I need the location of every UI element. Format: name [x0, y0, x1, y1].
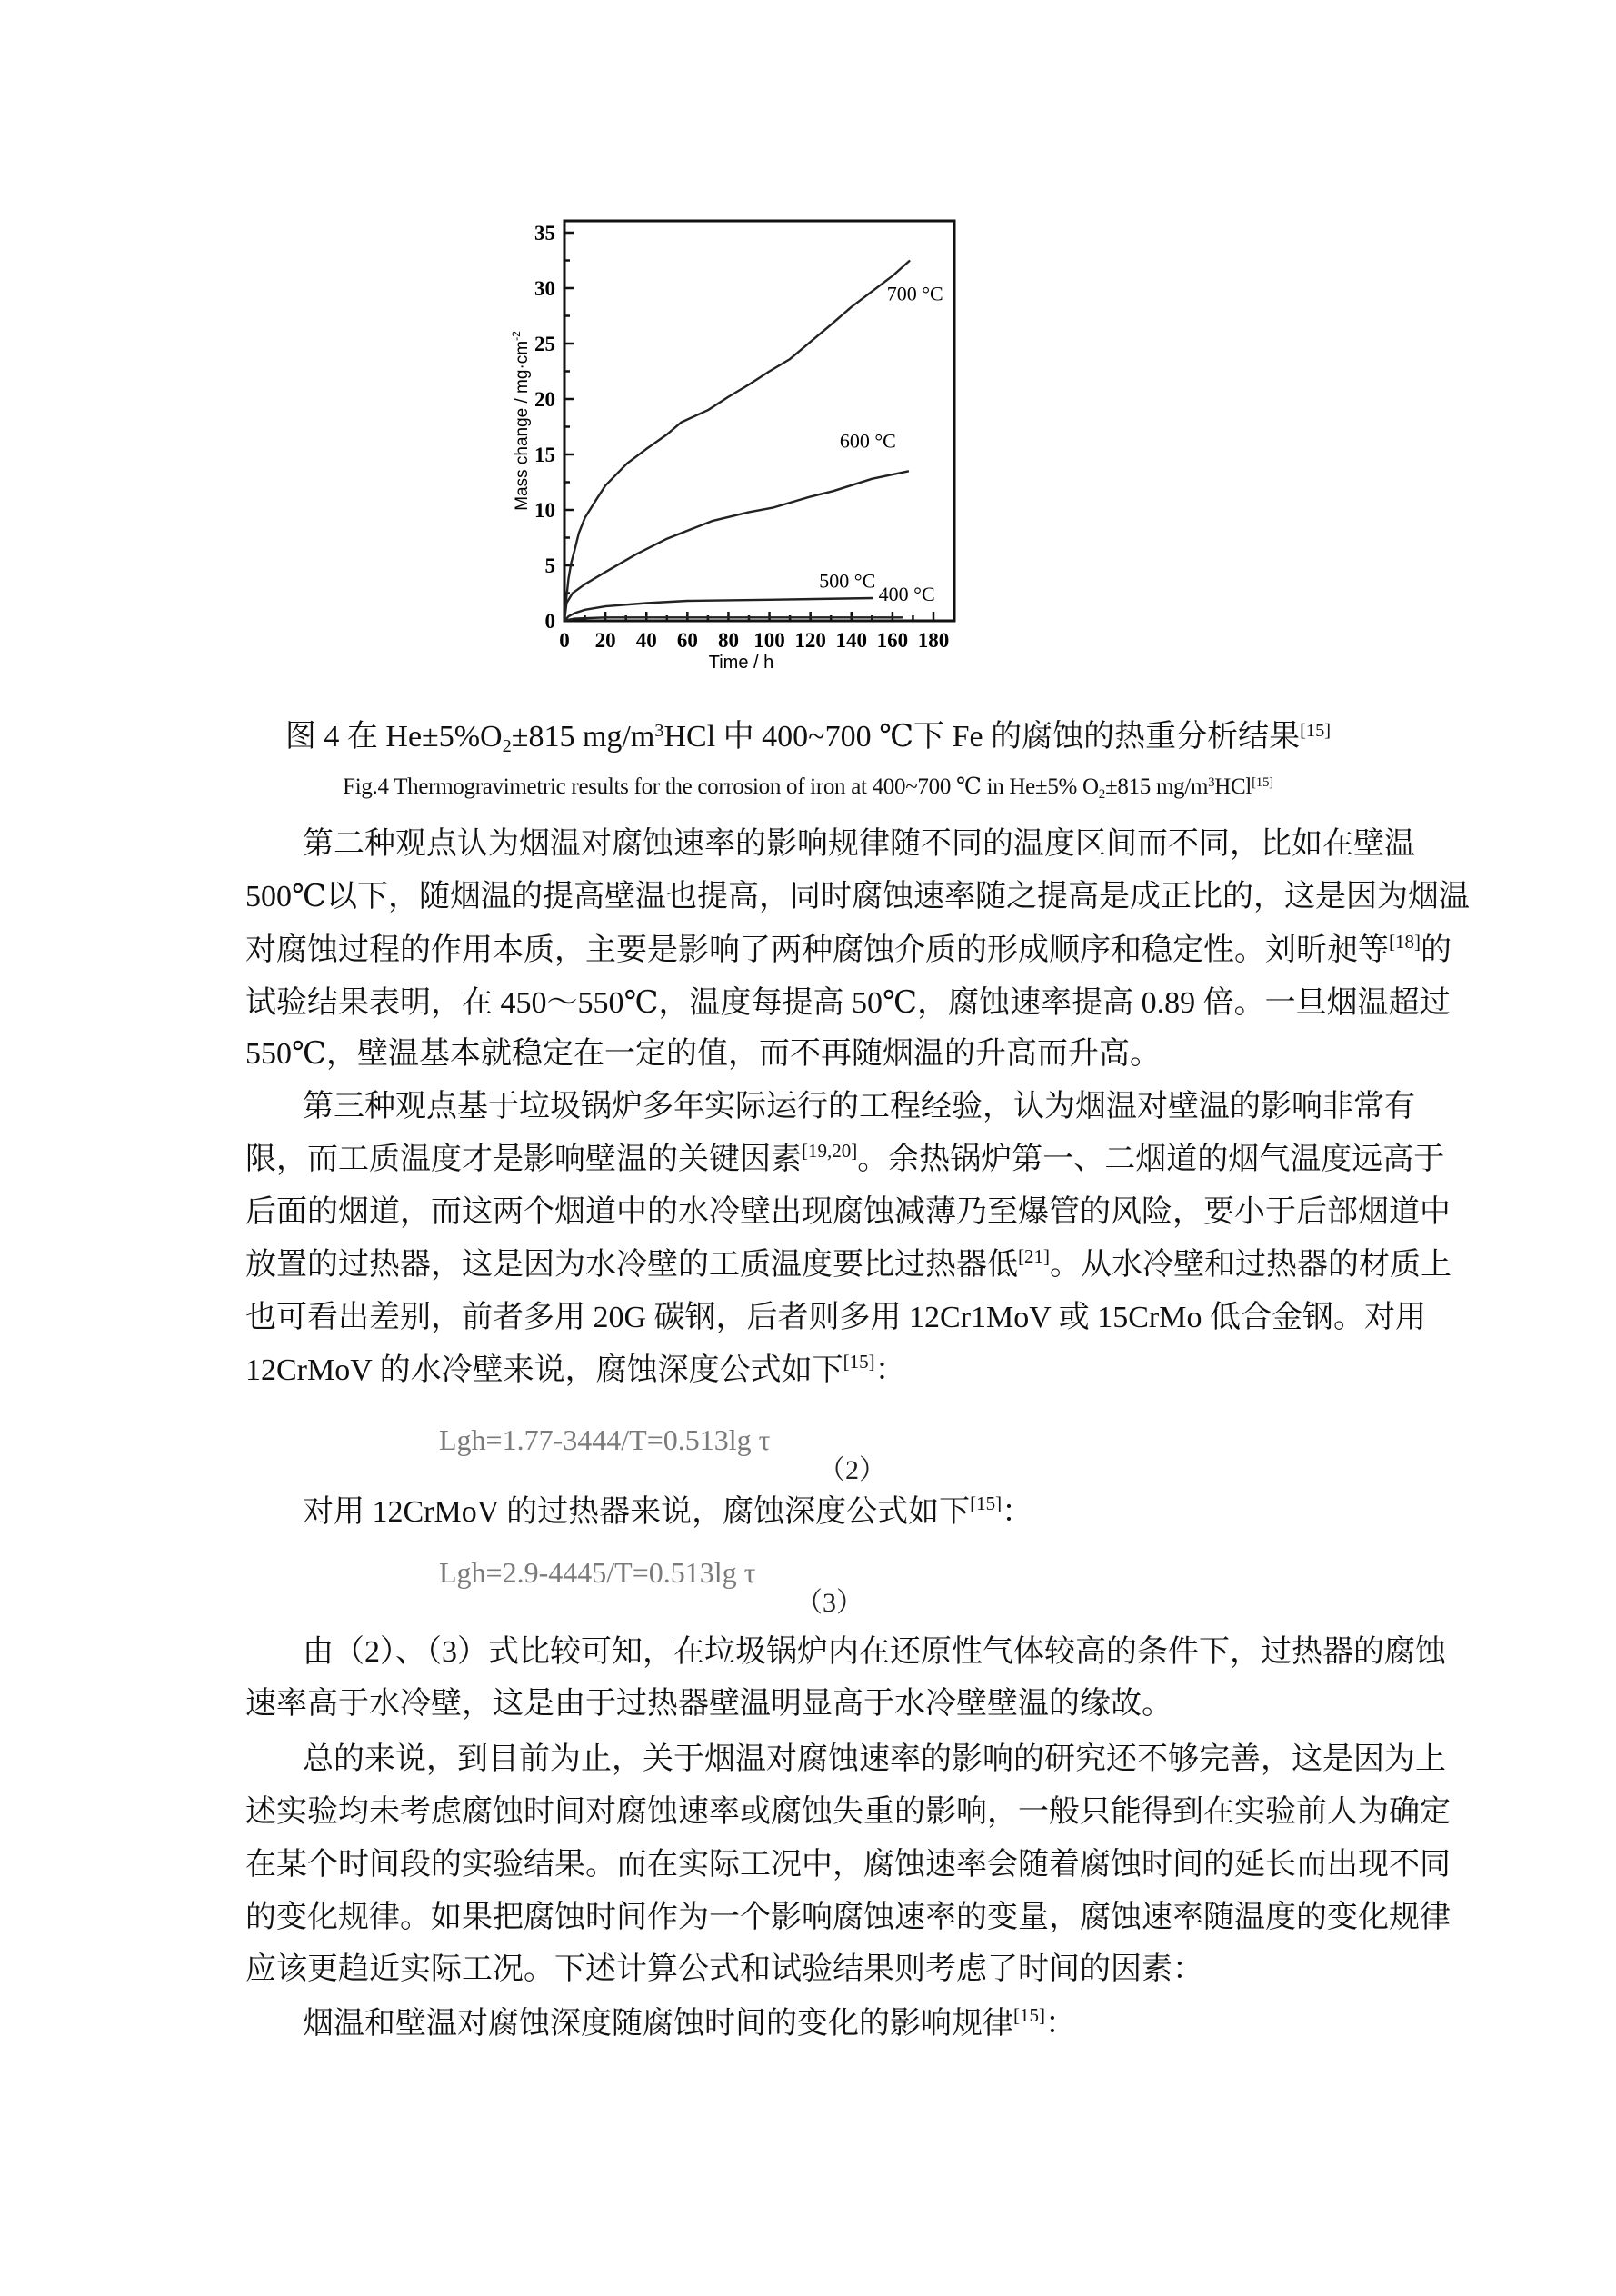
- text-line: [245, 983, 1451, 1023]
- superscript: [15]: [1252, 774, 1273, 790]
- x-tick-label: 180: [917, 629, 950, 652]
- y-tick-label: 10: [534, 499, 555, 522]
- x-tick-label: 60: [676, 629, 698, 652]
- text-segment: 的变化规律。如果把腐蚀时间作为一个影响腐蚀速率的变量，腐蚀速率随温度的变化规律: [245, 1901, 1451, 1934]
- text-segment: Fig.4 Thermogravimetric results for the corrosion of iron at 400~700 ℃ in He±5% O: [343, 774, 1099, 799]
- text-segment: 也可看出差别，前者多用 20G 碳钢，后者则多用 12Cr1MoV 或 15CrMo 低合金钢。对用: [245, 1301, 1426, 1334]
- equation-3-number: （3）: [795, 1588, 863, 1618]
- text-segment: HCl 中 400~700 ℃下 Fe 的腐蚀的热重分析结果: [663, 720, 1301, 754]
- text-segment: 限，而工质温度才是影响壁温的关键因素: [245, 1143, 802, 1176]
- text-line: [245, 1792, 1451, 1832]
- superscript: [21]: [1018, 1245, 1050, 1267]
- y-tick-label: 0: [544, 610, 555, 633]
- text-segment: 试验结果表明，在 450～550℃，温度每提高 50℃，腐蚀速率提高 0.89 倍。一旦烟温超过: [245, 986, 1451, 1020]
- x-tick-label: 20: [594, 629, 616, 652]
- text-segment: 500℃以下，随烟温的提高壁温也提高，同时腐蚀速率随之提高是成正比的，这是因为烟温: [245, 880, 1471, 913]
- x-tick-label: 160: [876, 629, 909, 652]
- text-segment: ±815 mg/m: [511, 720, 655, 754]
- text-segment: ：: [874, 1353, 906, 1387]
- equation-2-number: （2）: [818, 1455, 886, 1485]
- text-line: [303, 1492, 1377, 1532]
- y-tick-label: 15: [534, 444, 555, 466]
- text-segment: 总的来说，到目前为止，关于烟温对腐蚀速率的影响的研究还不够完善，这是因为上: [303, 1742, 1446, 1776]
- series-label: 700 °C: [886, 282, 943, 305]
- x-tick-label: 80: [717, 629, 739, 652]
- text-segment: 12CrMoV 的水冷壁来说，腐蚀深度公式如下: [245, 1353, 843, 1387]
- x-axis-label: Time / h: [708, 653, 774, 673]
- text-segment: 。余热锅炉第一、二烟道的烟气温度远高于: [857, 1143, 1445, 1176]
- text-line: [245, 1034, 1377, 1074]
- text-segment: 的: [1421, 933, 1451, 967]
- superscript: [15]: [843, 1351, 875, 1373]
- text-segment: 应该更趋近实际工况。下述计算公式和试验结果则考虑了时间的因素：: [245, 1952, 1203, 1986]
- series-label: 400 °C: [878, 583, 935, 606]
- text-segment: 后面的烟道，而这两个烟道中的水冷壁出现腐蚀减薄乃至爆管的风险，要小于后部烟道中: [245, 1195, 1451, 1229]
- text-line: [303, 1632, 1446, 1672]
- x-tick-label: 40: [635, 629, 657, 652]
- figure-caption-english: [0, 773, 1616, 800]
- series-label: 500 °C: [819, 569, 876, 593]
- text-line: [245, 1298, 1426, 1338]
- subscript: 2: [1098, 786, 1105, 802]
- text-line: [303, 1087, 1415, 1127]
- text-segment: 放置的过热器，这是因为水冷壁的工质温度要比过热器低: [245, 1248, 1018, 1282]
- x-tick-label: 120: [794, 629, 826, 652]
- text-segment: 述实验均未考虑腐蚀时间对腐蚀速率或腐蚀失重的影响，一般只能得到在实验前人为确定: [245, 1795, 1451, 1829]
- text-line: [245, 1950, 1377, 1990]
- text-segment: ±815 mg/m: [1104, 774, 1209, 799]
- x-tick-label: 100: [753, 629, 785, 652]
- text-segment: 在某个时间段的实验结果。而在实际工况中，腐蚀速率会随着腐蚀时间的延长而出现不同: [245, 1848, 1451, 1882]
- text-line: [303, 2004, 1377, 2044]
- equation-3: Lgh=2.9-4445/T=0.513lg τ: [439, 1556, 756, 1589]
- text-segment: 第三种观点基于垃圾锅炉多年实际运行的工程经验，认为烟温对壁温的影响非常有: [303, 1090, 1415, 1123]
- text-line: [245, 1193, 1451, 1233]
- text-segment: 第二种观点认为烟温对腐蚀速率的影响规律随不同的温度区间而不同，比如在壁温: [303, 827, 1415, 861]
- superscript: [15]: [1013, 2004, 1045, 2026]
- y-axis-label-text: Mass change / mg·cm: [513, 340, 532, 511]
- y-tick-label: 35: [534, 222, 555, 245]
- text-segment: ：: [1045, 2007, 1076, 2041]
- superscript: [18]: [1389, 931, 1421, 953]
- text-line: [245, 1684, 1377, 1724]
- y-tick-label: 5: [544, 554, 555, 577]
- text-segment: 对用 12CrMoV 的过热器来说，腐蚀深度公式如下: [303, 1495, 971, 1529]
- mass-change-chart: [491, 205, 1054, 714]
- superscript: 3: [1208, 774, 1215, 790]
- text-segment: 烟温和壁温对腐蚀深度随腐蚀时间的变化的影响规律: [303, 2007, 1013, 2041]
- text-line: [245, 1351, 1377, 1391]
- series-label: 600 °C: [839, 429, 896, 453]
- y-tick-label: 20: [534, 388, 555, 411]
- y-tick-label: 25: [534, 333, 555, 355]
- text-segment: 550℃，壁温基本就稳定在一定的值，而不再随烟温的升高而升高。: [245, 1037, 1162, 1071]
- text-line: [245, 1898, 1451, 1938]
- superscript: [15]: [970, 1492, 1003, 1514]
- text-line: [245, 1140, 1445, 1180]
- text-segment: 。从水冷壁和过热器的材质上: [1050, 1248, 1451, 1282]
- subscript: 2: [502, 736, 512, 757]
- text-line: [245, 1845, 1451, 1885]
- text-line: [303, 1740, 1446, 1780]
- text-segment: 图 4 在 He±5%O: [284, 720, 503, 754]
- text-segment: 速率高于水冷壁，这是由于过热器壁温明显高于水冷壁壁温的缘故。: [245, 1687, 1172, 1721]
- superscript: 3: [654, 720, 664, 741]
- text-line: [245, 931, 1451, 971]
- text-line: [303, 824, 1415, 864]
- equation-2: Lgh=1.77-3444/T=0.513lg τ: [439, 1423, 771, 1456]
- text-line: [245, 1245, 1451, 1285]
- text-segment: HCl: [1214, 774, 1252, 799]
- y-tick-label: 30: [534, 277, 555, 300]
- x-tick-label: 0: [559, 629, 570, 652]
- x-tick-label: 140: [835, 629, 868, 652]
- text-segment: 对腐蚀过程的作用本质，主要是影响了两种腐蚀介质的形成顺序和稳定性。刘昕昶等: [245, 933, 1389, 967]
- superscript: [19,20]: [802, 1140, 858, 1162]
- text-line: [245, 877, 1471, 917]
- y-axis-label-superscript: -2: [510, 331, 523, 341]
- figure-caption-chinese: [0, 711, 1616, 755]
- text-segment: 由（2）、（3）式比较可知，在垃圾锅炉内在还原性气体较高的条件下，过热器的腐蚀: [303, 1635, 1446, 1669]
- text-segment: ：: [1002, 1495, 1033, 1529]
- y-axis-label: [510, 331, 532, 511]
- superscript: [15]: [1300, 720, 1332, 741]
